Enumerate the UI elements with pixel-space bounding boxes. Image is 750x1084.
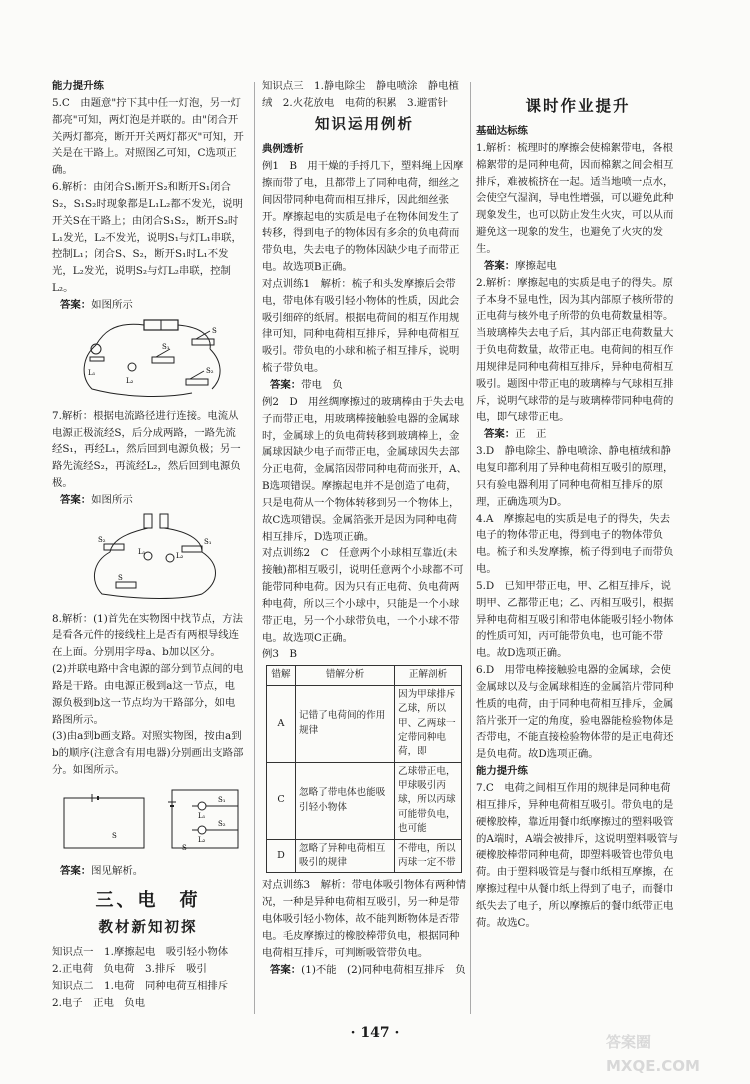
column-divider-1 bbox=[254, 82, 255, 1014]
practice-3: 对点训练3 解析：带电体吸引物体有两种情况，一种是异种电荷相互吸引，另一种是带电体吸引轻小物体，故不能判断物体是否带电。毛皮摩擦过的橡胶棒带负电，根据同种电荷相互排斥，可判断吸管带负电。 bbox=[262, 879, 467, 959]
svg-text:L₁: L₁ bbox=[198, 812, 206, 820]
error-analysis-table bbox=[266, 665, 462, 873]
table-cell: 因为甲球排斥乙球，所以甲、乙两球一定带同种电荷，即 bbox=[395, 685, 462, 762]
svg-text:S: S bbox=[112, 832, 117, 840]
practice-2: 对点训练2 C 任意两个小球相互靠近(未接触)都相互吸引，说明任意两个小球都不可能带同种电荷。因为只有正电荷、负电荷两种电荷，所以三个小球中，只能是一个小球带正电，另一个小球带负电，一个小球不带电。故选项C正确。 bbox=[262, 547, 464, 644]
table-cell: A bbox=[267, 685, 296, 762]
answer-q6: 6.D 用带电棒接触验电器的金属球，会使金属球以及与金属球相连的金属箔片带同种性质的电荷，由于同种电荷相互排斥，金属箔片张开一定的角度，验电器能检验物体是否带电，不能直接检验物体带的是正电荷还是负电荷。故D选项正确。 bbox=[476, 664, 674, 761]
section-heading: 能力提升练 bbox=[476, 765, 528, 778]
svg-text:L₁: L₁ bbox=[88, 368, 96, 377]
table-row bbox=[267, 839, 462, 873]
answer-q2-result: 答案：正 正 bbox=[484, 428, 547, 441]
svg-text:S₂: S₂ bbox=[98, 535, 106, 544]
section-heading: 典例透析 bbox=[262, 143, 304, 156]
section-heading: 基础达标练 bbox=[476, 125, 528, 138]
practice-1: 对点训练1 解析：梳子和头发摩擦后会带电，带电体有吸引轻小物体的性质，因此会吸引细碎的纸屑。根据电荷间的相互作用规律可知，同种电荷相互排斥，异种电荷相互吸引。带负电的小球和梳子相互排斥，说明梳子带负电。 bbox=[262, 277, 460, 375]
answer-q1: 1.解析：梳理时的摩擦会使棉絮带电，各根棉絮带的是同种电荷，因而棉絮之间会相互排斥，难被梳挤在一起。适当地喷一点水，会使空气湿润，导电性增强，可以避免此种现象发生，也可以防止发生火灾，可以从而避免这一现象的发生，也避免了火灾的发生。 bbox=[476, 141, 674, 256]
table-header: 错解 bbox=[267, 666, 296, 685]
page-number: · 147 · bbox=[350, 1025, 400, 1041]
svg-text:L₂: L₂ bbox=[176, 551, 184, 560]
table-row bbox=[267, 762, 462, 839]
answer-q3: 3.D 静电除尘、静电喷涂、静电植绒和静电复印都利用了异种电荷相互吸引的原理，只有验电器利用了同种电荷相互排斥的原理，正确选项为D。 bbox=[476, 445, 674, 508]
answer-q1-result: 答案：摩擦起电 bbox=[484, 259, 557, 272]
table-cell: 乙球带正电，甲球吸引丙球，所以丙球可能带负电，也可能 bbox=[395, 762, 462, 839]
answer-q8-result: 答案：图见解析。 bbox=[60, 864, 144, 877]
knowledge-point-3: 知识点三 1.静电除尘 静电喷涂 静电植绒 2.火花放电 电荷的积累 3.避雷针 bbox=[262, 80, 459, 109]
answer-q2: 2.解析：摩擦起电的实质是电子的得失。原子本身不显电性，因为其内部原子核所带的正电荷与核外电子所带的负电荷数量相等。当玻璃棒失去电子后，其内部正电荷数量大于负电荷数量，故带正电。电荷间的相互作用规律是同种电荷相互排斥，异种电荷相互吸引。题图中带正电的玻璃棒与气球相互排斥，说明气球带的是与玻璃棒带同种电荷的电，即气球带正电。 bbox=[476, 276, 674, 424]
knowledge-point-1: 知识点一 1.摩擦起电 吸引轻小物体 2.正电荷 负电荷 3.排斥 吸引 bbox=[52, 946, 239, 976]
left-column bbox=[52, 78, 244, 1012]
right-column bbox=[476, 78, 680, 932]
answer-q5: 5.C 由题意"拧下其中任一灯泡，另一灯都亮"可知，两灯泡是并联的。由"闭合开关两灯都亮，断开开关两灯都灭"可知，开关是在干路上。对照图乙可知，C选项正确。 bbox=[52, 96, 244, 177]
section-title: 三、电 荷 bbox=[95, 889, 201, 911]
svg-text:S₁: S₁ bbox=[204, 537, 212, 546]
svg-text:S: S bbox=[212, 326, 217, 335]
practice-1-answer: 答案：带电 负 bbox=[270, 378, 343, 391]
table-row bbox=[267, 685, 462, 762]
practice-3-answer: 答案：(1)不能 (2)同种电荷相互排斥 负 bbox=[270, 963, 466, 976]
section-title: 课时作业提升 bbox=[525, 97, 631, 115]
column-divider-2 bbox=[470, 82, 471, 1014]
example-1: 例1 B 用干燥的手捋几下，塑料绳上因摩擦而带了电，且都带上了同种电荷，细丝之间因带同种电荷而相互排斥，因此细丝张开。摩擦起电的实质是电子在物体间发生了转移，得到电子的物体因有多余的负电荷而带负电，失去电子的物体因缺少电子而带正电。故选项B正确。 bbox=[262, 160, 464, 274]
table-header-row bbox=[267, 666, 462, 685]
svg-text:L₁: L₁ bbox=[138, 547, 146, 556]
svg-text:S₁: S₁ bbox=[162, 342, 170, 351]
middle-column bbox=[262, 78, 467, 978]
answer-q5: 5.D 已知甲带正电，甲、乙相互排斥，说明甲、乙都带正电；乙、丙相互吸引，根据异种电荷相互吸引和带电体能吸引轻小物体的性质可知，丙可能带负电，也可能不带电。故D选项正确。 bbox=[476, 579, 674, 660]
answer-q8-part1: 8.解析：(1)首先在实物图中找节点，方法是看各元件的接线柱上是否有两根导线连在上面。分别用字母a、b加以区分。 bbox=[52, 612, 243, 659]
answer-q7: 7.C 电荷之间相互作用的规律是同种电荷相互排斥，异种电荷相互吸引。带负电的是硬橡胶棒，靠近用餐巾纸摩擦过的塑料吸管的A端时，A端会被排斥，这说明塑料吸管与硬橡胶棒带同种电荷，即塑料吸管也带负电荷。由于塑料吸管是与餐巾纸相互摩擦，在摩擦过程中从餐巾纸上得到了电子，而餐巾纸失去了电子，所以摩擦后的餐巾纸带正电荷。故选C。 bbox=[476, 782, 679, 929]
svg-text:L₂: L₂ bbox=[198, 836, 206, 844]
table-cell: 记错了电荷间的作用规律 bbox=[296, 685, 395, 762]
answer-q8-part3: (3)由a到b画支路。对照实物图，按由a到b的顺序(注意含有用电器)分别画出支路部分。如图所示。 bbox=[52, 730, 244, 777]
svg-text:L₂: L₂ bbox=[126, 376, 134, 385]
example-3: 例3 B bbox=[262, 648, 298, 661]
subsection-title: 教材新知初探 bbox=[98, 919, 198, 936]
table-header: 错解分析 bbox=[296, 666, 395, 685]
table-cell: C bbox=[267, 762, 296, 839]
answer-q7: 7.解析：根据电流路径进行连接。电流从电源正极流经S，后分成两路，一路先流经S₁，再经L₁，然后回到电源负极；另一路先流经S₂，再流经L₂，然后回到电源负极。 bbox=[52, 409, 241, 490]
svg-text:S: S bbox=[118, 573, 123, 582]
svg-text:S₂: S₂ bbox=[218, 820, 226, 828]
knowledge-point-2: 知识点二 1.电荷 同种电荷互相排斥 2.电子 正电 负电 bbox=[52, 980, 239, 1009]
example-2: 例2 D 用丝绸摩擦过的玻璃棒由于失去电子而带正电，用玻璃棒接触验电器的金属球时，金属球上的负电荷转移到玻璃棒上，金属球因缺少电子而带正电，金属球因失去部分正电荷，金属箔因带同种电荷而张开，A、B选项错误。摩擦起电并不是创造了电荷，只是电荷从一个物体转移到另一个物体上，故C选项错误。金属箔张开是因为同种电荷相互排斥，D选项正确。 bbox=[262, 395, 467, 543]
table-cell: D bbox=[267, 839, 296, 873]
answer-q8-part2: (2)并联电路中含电源的部分到节点间的电路是干路。由电源正极到a这一节点，电源负极到b这一节点均为干路部分，如电路图所示。 bbox=[52, 663, 244, 726]
svg-text:S: S bbox=[182, 844, 187, 852]
answer-q4: 4.A 摩擦起电的实质是电子的得失，失去电子的物体带正电，得到电子的物体带负电。梳子和头发摩擦，梳子得到电子而带负电。 bbox=[476, 512, 674, 576]
table-header: 正解剖析 bbox=[395, 666, 462, 685]
table-cell: 不带电，所以丙球一定不带 bbox=[395, 839, 462, 873]
answer-q6-result: 答案：如图所示 bbox=[60, 298, 133, 311]
answer-q7-result: 答案：如图所示 bbox=[60, 493, 133, 506]
table-cell: 忽略了带电体也能吸引轻小物体 bbox=[296, 762, 395, 839]
watermark-logo: 答案圈 MXQE.COM bbox=[606, 1033, 700, 1076]
section-heading: 能力提升练 bbox=[52, 80, 104, 92]
section-title: 知识运用例析 bbox=[315, 116, 414, 133]
circuit-figure-1 bbox=[52, 317, 244, 399]
circuit-diagram-figure bbox=[52, 782, 244, 854]
circuit-figure-2 bbox=[52, 512, 244, 602]
svg-text:S₂: S₂ bbox=[206, 366, 214, 375]
svg-text:S₁: S₁ bbox=[218, 796, 226, 804]
table-cell: 忽略了异种电荷相互吸引的规律 bbox=[296, 839, 395, 873]
answer-q6: 6.解析：由闭合S₁断开S₂和断开S₁闭合S₂，S₁S₂时现象都是L₁L₂都不发光，说明开关S在干路上；由闭合S₁S₂，断开S₂时L₁发光，L₂不发光，说明S₁与灯L₁串联，控制L₁；闭合S、S₂，断开S₁时L₁不发光，L₂发光，说明S₂与灯L₂串联，控制L₂。 bbox=[52, 181, 244, 295]
